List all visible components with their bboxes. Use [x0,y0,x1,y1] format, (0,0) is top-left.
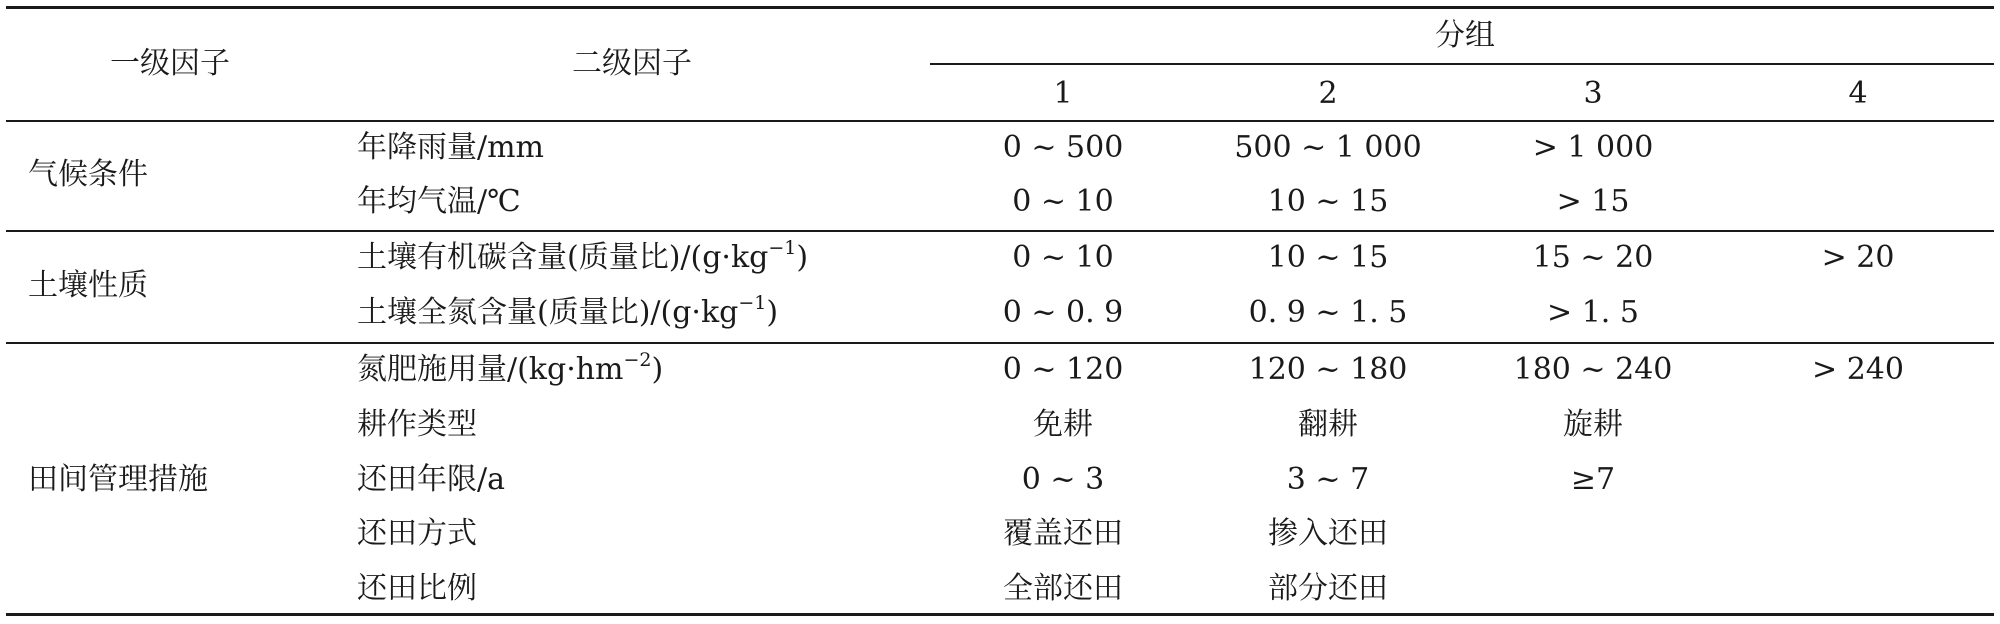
group-3-value: ≥7 [1570,462,1616,497]
primary-factor-climate: 气候条件 [28,157,148,192]
header-primary-factor: 一级因子 [110,46,230,81]
factor-exponent: −2 [623,349,652,371]
group-2-value: 500 ~ 1 000 [1234,130,1422,165]
group-1-value: 0 ~ 0. 9 [1002,295,1124,330]
header-group: 分组 [1435,18,1495,53]
secondary-factor: 还田年限/a [357,462,505,497]
group-2-value: 120 ~ 180 [1248,352,1408,387]
group-1-value: 0 ~ 3 [1021,462,1105,497]
header-group-4: 4 [1848,76,1868,111]
header-secondary-factor: 二级因子 [572,46,692,81]
secondary-factor: 还田比例 [357,571,477,606]
group-3-value: 旋耕 [1563,407,1623,442]
group-1-value: 0 ~ 10 [1012,184,1114,219]
group-1-value: 全部还田 [1003,571,1123,606]
group-1-value: 覆盖还田 [1003,516,1123,551]
group-3-value: > 1 000 [1532,130,1654,165]
group-2-value: 0. 9 ~ 1. 5 [1248,295,1408,330]
factor-text: 土壤全氮含量(质量比)/(g·kg [357,295,739,330]
header-group-3: 3 [1583,76,1603,111]
secondary-factor [357,350,663,390]
group-2-value: 掺入还田 [1268,516,1388,551]
group-3-value: 180 ~ 240 [1513,352,1673,387]
secondary-factor: 年均气温/℃ [357,184,521,219]
factor-exponent: −1 [738,292,767,314]
group-2-value: 10 ~ 15 [1267,184,1389,219]
header-bottom-rule [6,120,1994,122]
secondary-factor: 年降雨量/mm [357,130,545,165]
secondary-factor: 耕作类型 [357,407,477,442]
section-rule-2 [6,342,1994,344]
group-3-value: 15 ~ 20 [1532,240,1654,275]
secondary-factor [357,238,808,278]
factor-suffix: ) [766,295,779,330]
group-header-rule [930,63,1994,65]
secondary-factor [357,293,778,333]
group-2-value: 10 ~ 15 [1267,240,1389,275]
factor-exponent: −1 [768,237,797,259]
group-3-value: > 1. 5 [1547,295,1639,330]
group-2-value: 部分还田 [1268,571,1388,606]
group-3-value: > 15 [1556,184,1630,219]
group-4-value: > 240 [1812,352,1904,387]
group-1-value: 0 ~ 500 [1002,130,1124,165]
group-2-value: 3 ~ 7 [1286,462,1370,497]
header-group-2: 2 [1318,76,1338,111]
secondary-factor: 还田方式 [357,516,477,551]
factor-text: 氮肥施用量/(kg·hm [357,352,624,387]
group-1-value: 免耕 [1033,407,1093,442]
header-group-1: 1 [1053,76,1073,111]
group-2-value: 翻耕 [1298,407,1358,442]
factor-suffix: ) [796,240,809,275]
group-1-value: 0 ~ 120 [1002,352,1124,387]
table-bottom-rule [6,613,1994,616]
table-top-rule [6,6,1994,9]
factor-text: 土壤有机碳含量(质量比)/(g·kg [357,240,769,275]
section-rule-1 [6,230,1994,232]
factor-suffix: ) [651,352,664,387]
primary-factor-field-management: 田间管理措施 [28,462,208,497]
primary-factor-soil: 土壤性质 [28,268,148,303]
group-1-value: 0 ~ 10 [1012,240,1114,275]
group-4-value: > 20 [1821,240,1895,275]
